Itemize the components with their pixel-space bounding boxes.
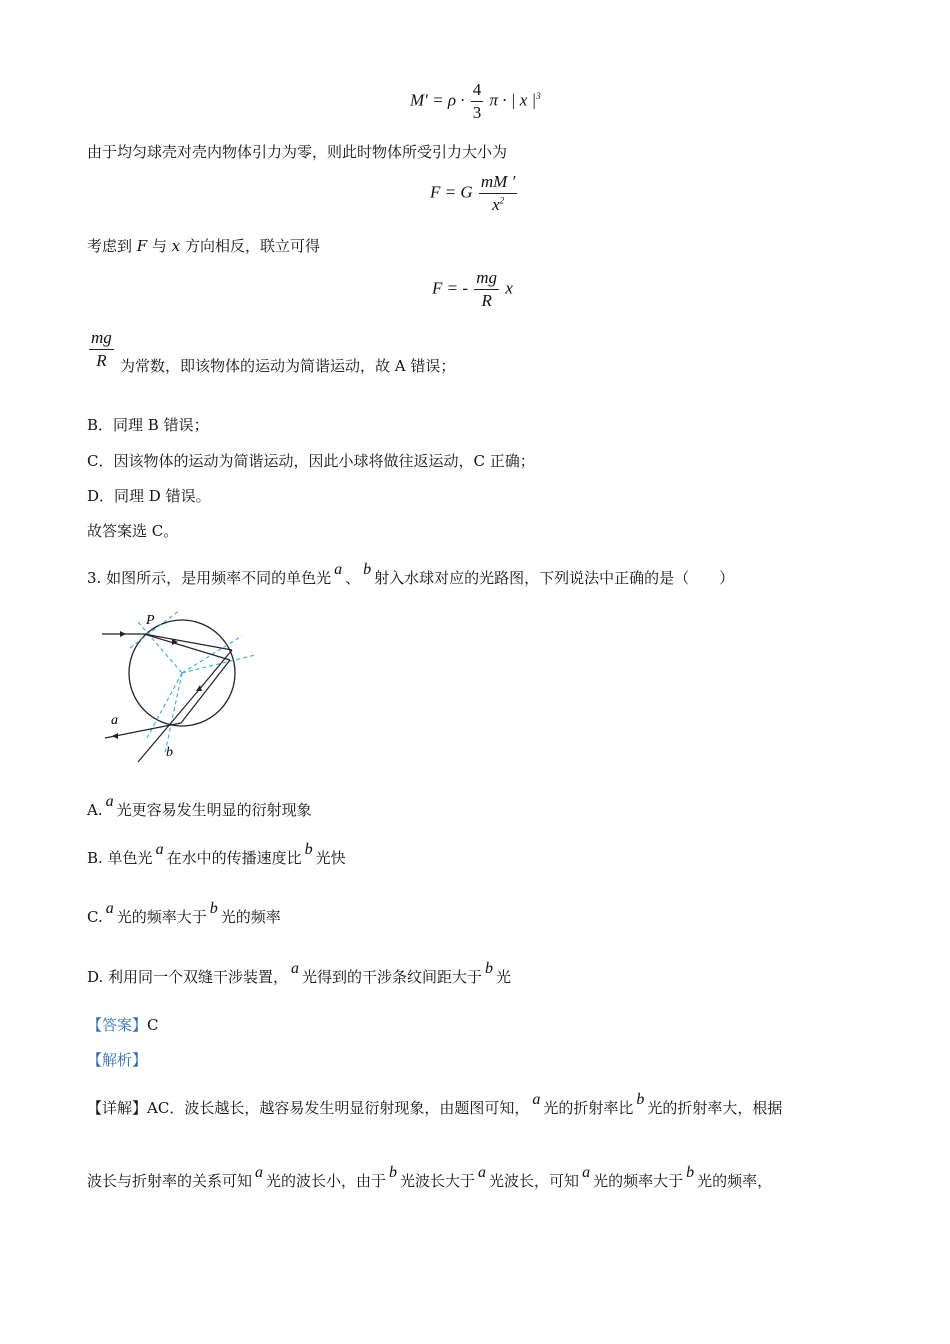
formula-force-fraction: $\frac{mM '}{x^2}$	[480, 172, 516, 214]
figure-label-b: b	[166, 745, 173, 760]
option-d[interactable]: D. 利用同一个双缝干涉装置， a 光得到的干涉条纹间距大于 b 光	[87, 960, 512, 986]
formula-harmonic	[432, 268, 513, 311]
option-d-explain: D．同理 D 错误。	[87, 487, 211, 505]
answer-value: C	[147, 1016, 159, 1034]
question-stem: 3. 如图所示，是用频率不同的单色光 a 、 b 射入水球对应的光路图，下列说法中正确的是（ ）	[87, 561, 735, 587]
formula-harmonic-lhs: F = -	[432, 278, 469, 298]
formula-force	[430, 172, 519, 215]
figure-label-a: a	[111, 713, 118, 728]
light-path-figure	[100, 608, 270, 768]
option-b[interactable]: B. 单色光 a 在水中的传播速度比 b 光快	[87, 841, 346, 867]
detail-line-2: 波长与折射率的关系可知 a 光的波长小，由于 b 光波长大于 a 光波长，可知 a 光的频率大于 b 光的频率，	[87, 1164, 773, 1190]
formula-mass-rhs: π · | x |	[489, 90, 537, 110]
formula-harmonic-fraction: $\frac{mg}{R}$	[476, 268, 498, 310]
formula-mass-fraction: $\frac{4}{3}$	[472, 80, 482, 122]
answer-summary: 故答案选 C。	[87, 522, 179, 540]
figure-label-P: P	[146, 613, 155, 628]
formula-mass: M′ = ρ · $\frac{4}{3}$ π · | x $|^3$	[410, 80, 541, 122]
option-b-explain: B．同理 B 错误；	[87, 416, 209, 434]
answer-line	[87, 1015, 159, 1035]
detail-line-1: 【详解】AC．波长越长，越容易发生明显衍射现象，由题图可知， a 光的折射率比 b 光的折射率大，根据	[87, 1091, 783, 1117]
analysis-label: 【解析】	[87, 1051, 148, 1069]
answer-label: 【答案】	[87, 1016, 148, 1034]
text-line-1: 由于均匀球壳对壳内物体引力为零，则此时物体所受引力大小为	[87, 143, 508, 161]
formula-mass-lhs: M′ = ρ ·	[410, 90, 465, 110]
formula-harmonic-rhs: x	[505, 278, 513, 298]
text-line-3: 为常数，即该物体的运动为简谐运动，故 A 错误；	[120, 357, 456, 375]
option-c[interactable]: C. a 光的频率大于 b 光的频率	[87, 900, 281, 926]
option-a[interactable]: A. a 光更容易发生明显的衍射现象	[87, 793, 312, 819]
formula-force-lhs: F = G	[430, 182, 473, 202]
formula-constant: $\frac{mg}{R}$	[91, 328, 112, 370]
option-c-explain: C．因该物体的运动为简谐运动，因此小球将做往返运动，C 正确；	[87, 452, 535, 470]
text-line-2: 考虑到 F 与 x 方向相反，联立可得	[87, 237, 321, 255]
